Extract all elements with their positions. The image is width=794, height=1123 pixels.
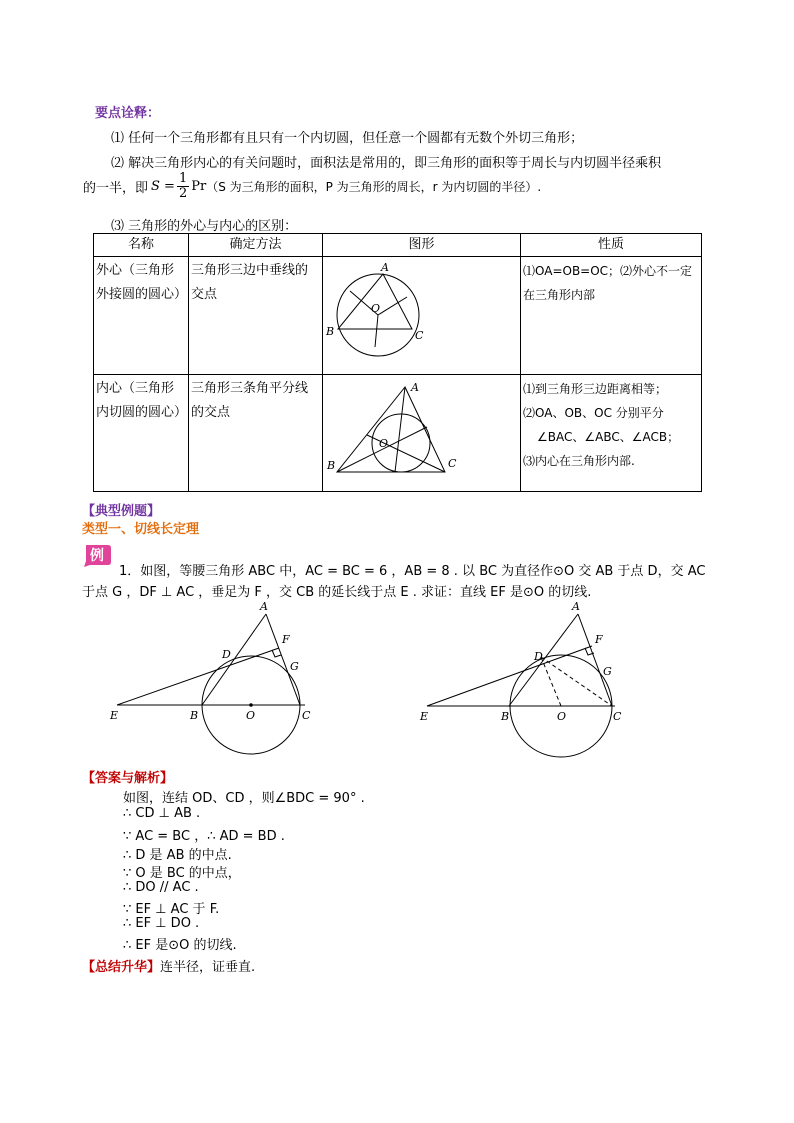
table-cell-figure bbox=[323, 375, 521, 492]
table-header-cell: 确定方法 bbox=[189, 234, 323, 257]
label-B: B bbox=[501, 710, 510, 723]
formula-lhs: S = bbox=[151, 179, 175, 194]
formula-rhs: Pr bbox=[191, 179, 207, 194]
answer-line: ∴ EF 是⊙O 的切线. bbox=[123, 938, 237, 953]
label-G: G bbox=[603, 665, 612, 678]
label-D: D bbox=[534, 650, 543, 663]
label-A: A bbox=[411, 381, 419, 394]
comparison-table bbox=[93, 233, 702, 492]
label-C: C bbox=[302, 709, 311, 722]
property-line: ⑴到三角形三边距离相等； bbox=[523, 382, 668, 396]
label-B: B bbox=[327, 459, 336, 472]
key-point-2-suffix: （S 为三角形的面积，P 为三角形的周长，r 为内切圆的半径）. bbox=[206, 180, 542, 194]
label-F: F bbox=[282, 633, 290, 646]
answer-line: ∴ EF ⊥ DO . bbox=[123, 916, 200, 931]
table-header-cell: 图形 bbox=[323, 234, 521, 257]
summary-line bbox=[82, 956, 255, 975]
key-point-2-prefix: 的一半，即 bbox=[83, 181, 149, 196]
example-badge-label: 例 bbox=[90, 548, 104, 564]
table-row bbox=[94, 257, 702, 375]
label-C: C bbox=[448, 457, 457, 470]
label-A: A bbox=[572, 600, 580, 613]
incenter-figure bbox=[323, 375, 519, 482]
formula-numerator: 1 bbox=[178, 171, 188, 186]
example-line-2: 于点 G ，DF ⊥ AC ，垂足为 F ，交 CB 的延长线于点 E . 求证：直线 EF 是⊙O 的切线. bbox=[82, 585, 592, 600]
table-row bbox=[94, 375, 702, 492]
label-O: O bbox=[557, 710, 567, 723]
table-cell-property bbox=[521, 375, 702, 492]
label-G: G bbox=[290, 660, 299, 673]
table-cell-property: ⑴OA=OB=OC；⑵外心不一定在三角形内部 bbox=[521, 257, 702, 375]
label-B: B bbox=[326, 325, 335, 338]
table-cell-method: 三角形三条角平分线的交点 bbox=[189, 375, 323, 492]
answer-line: ∴ DO // AC . bbox=[123, 880, 199, 895]
typical-examples-heading: 【典型例题】 bbox=[82, 504, 161, 519]
label-E: E bbox=[110, 709, 119, 722]
answer-line: ∴ D 是 AB 的中点. bbox=[123, 848, 232, 863]
key-point-2-line2 bbox=[83, 172, 541, 201]
label-O: O bbox=[371, 302, 381, 315]
label-B: B bbox=[190, 709, 199, 722]
label-D: D bbox=[222, 648, 231, 661]
label-F: F bbox=[595, 633, 603, 646]
table-header-cell: 名称 bbox=[94, 234, 189, 257]
property-line: ⑶内心在三角形内部. bbox=[523, 454, 635, 468]
table-cell-method: 三角形三边中垂线的交点 bbox=[189, 257, 323, 375]
answer-line: ∵ O 是 BC 的中点， bbox=[123, 866, 241, 881]
property-line: ∠BAC、∠ABC、∠ACB； bbox=[537, 430, 680, 444]
label-A: A bbox=[260, 600, 268, 613]
table-header-cell: 性质 bbox=[521, 234, 702, 257]
example-line-1: 1．如图，等腰三角形 ABC 中，AC = BC = 6 ，AB = 8 . 以 BC 为直径作⊙O 交 AB 于点 D，交 AC bbox=[119, 564, 706, 579]
example-figure-right bbox=[410, 598, 650, 762]
label-C: C bbox=[415, 329, 424, 342]
answer-line: ∴ CD ⊥ AB . bbox=[123, 806, 201, 821]
key-points-title: 要点诠释： bbox=[95, 106, 161, 121]
label-O: O bbox=[379, 437, 389, 450]
key-point-3: ⑶ 三角形的外心与内心的区别： bbox=[111, 219, 298, 234]
summary-heading: 【总结升华】 bbox=[82, 960, 161, 975]
example-badge-icon bbox=[82, 543, 112, 567]
property-line: ⑵OA、OB、OC 分别平分 bbox=[523, 406, 664, 420]
formula-denominator: 2 bbox=[178, 186, 188, 201]
table-header-row bbox=[94, 234, 702, 257]
answer-line: ∵ AC = BC ，∴ AD = BD . bbox=[123, 829, 285, 844]
label-C: C bbox=[613, 710, 622, 723]
table-cell-figure bbox=[323, 257, 521, 375]
label-E: E bbox=[420, 710, 429, 723]
table-cell-name: 内心（三角形内切圆的圆心） bbox=[94, 375, 189, 492]
key-point-1: ⑴ 任何一个三角形都有且只有一个内切圆，但任意一个圆都有无数个外切三角形； bbox=[111, 131, 584, 146]
formula-fraction bbox=[177, 172, 189, 201]
circumcenter-figure bbox=[323, 257, 519, 365]
label-O: O bbox=[246, 709, 256, 722]
answer-line: 如图，连结 OD、CD ，则∠BDC = 90° . bbox=[123, 791, 365, 806]
table-cell-name: 外心（三角形外接圆的圆心） bbox=[94, 257, 189, 375]
label-A: A bbox=[381, 261, 389, 274]
example-figure-left bbox=[100, 598, 340, 760]
answer-heading: 【答案与解析】 bbox=[82, 771, 174, 786]
answer-line: ∵ EF ⊥ AC 于 F. bbox=[123, 902, 220, 917]
key-point-2-line1: ⑵ 解决三角形内心的有关问题时，面积法是常用的，即三角形的面积等于周长与内切圆半径乘积 bbox=[111, 156, 662, 171]
summary-text: 连半径，证垂直. bbox=[160, 960, 256, 975]
type1-heading: 类型一、切线长定理 bbox=[82, 522, 200, 537]
